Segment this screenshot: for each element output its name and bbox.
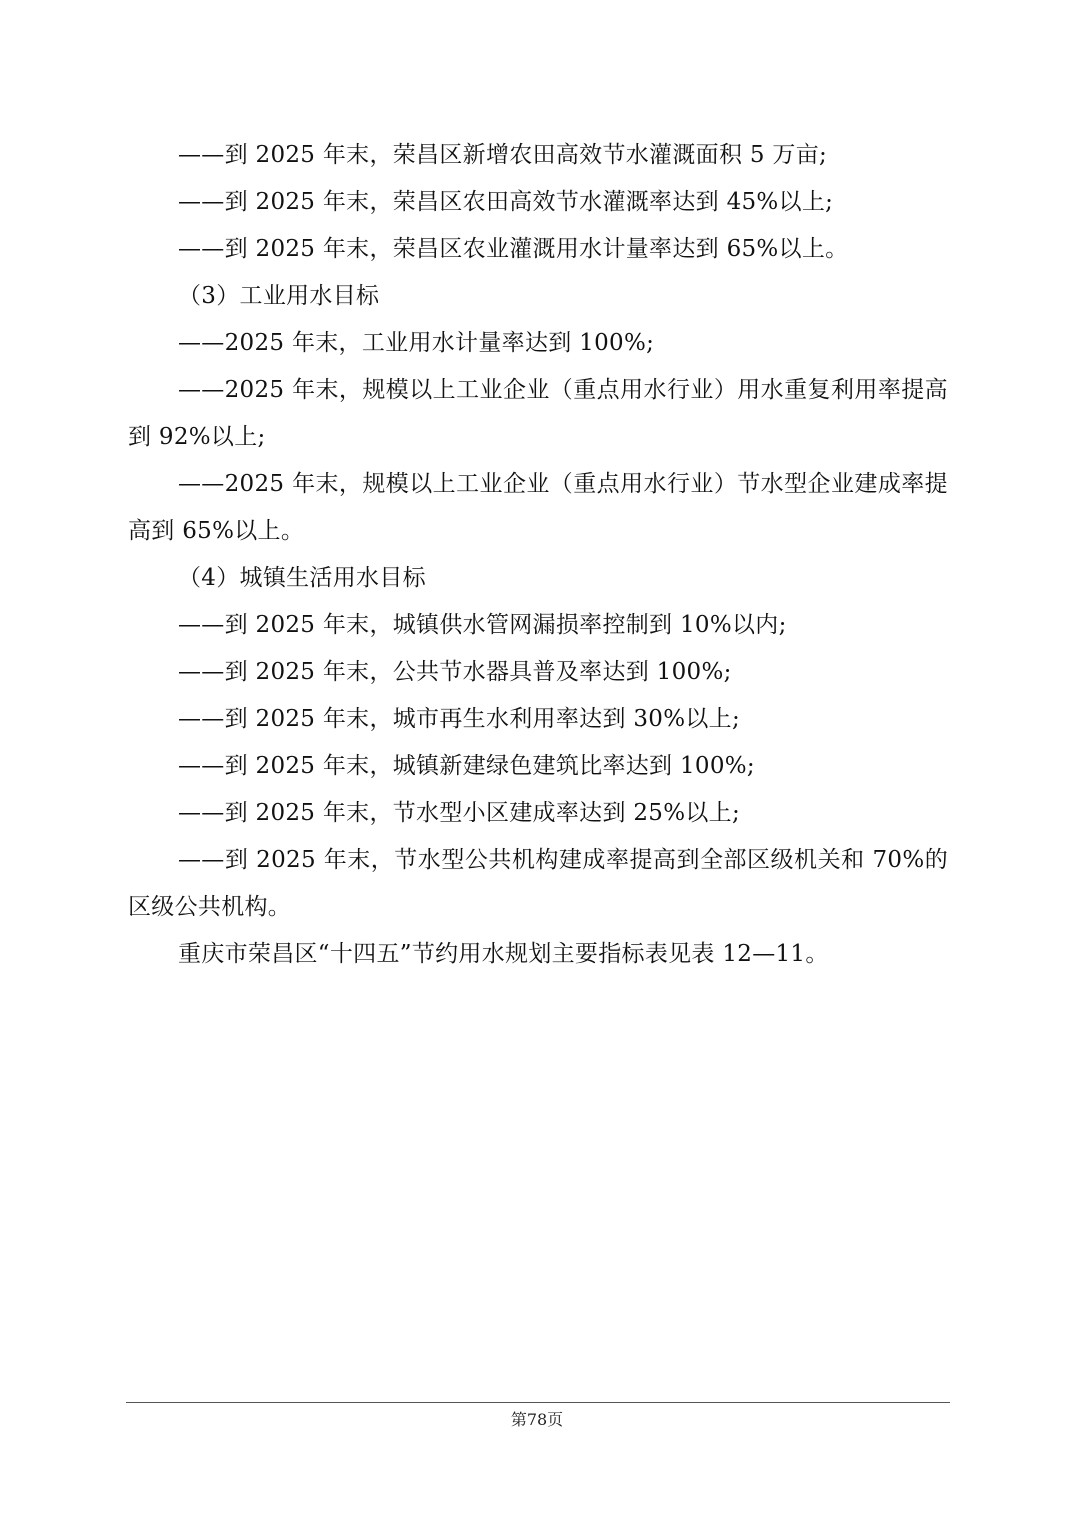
section-heading-industrial: （3）工业用水目标	[178, 283, 380, 309]
agri-target-metering-rate: ——到 2025 年末，荣昌区农业灌溉用水计量率达到 65%以上。	[178, 236, 849, 262]
page-number: 第78页	[510, 1410, 564, 1429]
urban-target-fixtures: ——到 2025 年末，公共节水器具普及率达到 100%;	[178, 659, 732, 685]
urban-target-reclaimed-water: ——到 2025 年末，城市再生水利用率达到 30%以上;	[178, 706, 741, 732]
urban-target-communities: ——到 2025 年末，节水型小区建成率达到 25%以上;	[178, 800, 741, 826]
industrial-target-metering: ——2025 年末，工业用水计量率达到 100%;	[178, 330, 655, 356]
urban-target-public-institutions: ——到 2025 年末，节水型公共机构建成率提高到全部区级机关和 70%的区级公共机构。	[128, 847, 948, 920]
agri-target-irrigation-area: ——到 2025 年末，荣昌区新增农田高效节水灌溉面积 5 万亩;	[178, 142, 828, 168]
industrial-target-water-saving-enterprise: ——2025 年末，规模以上工业企业（重点用水行业）节水型企业建成率提高到 65%以上。	[128, 471, 948, 544]
document-body	[128, 132, 948, 978]
urban-target-leakage: ——到 2025 年末，城镇供水管网漏损率控制到 10%以内;	[178, 612, 787, 638]
section-heading-urban: （4）城镇生活用水目标	[178, 565, 426, 591]
footer-divider	[126, 1402, 950, 1403]
industrial-target-reuse-rate: ——2025 年末，规模以上工业企业（重点用水行业）用水重复利用率提高到 92%以上;	[128, 377, 948, 450]
table-reference-paragraph: 重庆市荣昌区“十四五”节约用水规划主要指标表见表 12—11。	[178, 941, 829, 967]
urban-target-green-building: ——到 2025 年末，城镇新建绿色建筑比率达到 100%;	[178, 753, 755, 779]
agri-target-irrigation-rate: ——到 2025 年末，荣昌区农田高效节水灌溉率达到 45%以上;	[178, 189, 834, 215]
